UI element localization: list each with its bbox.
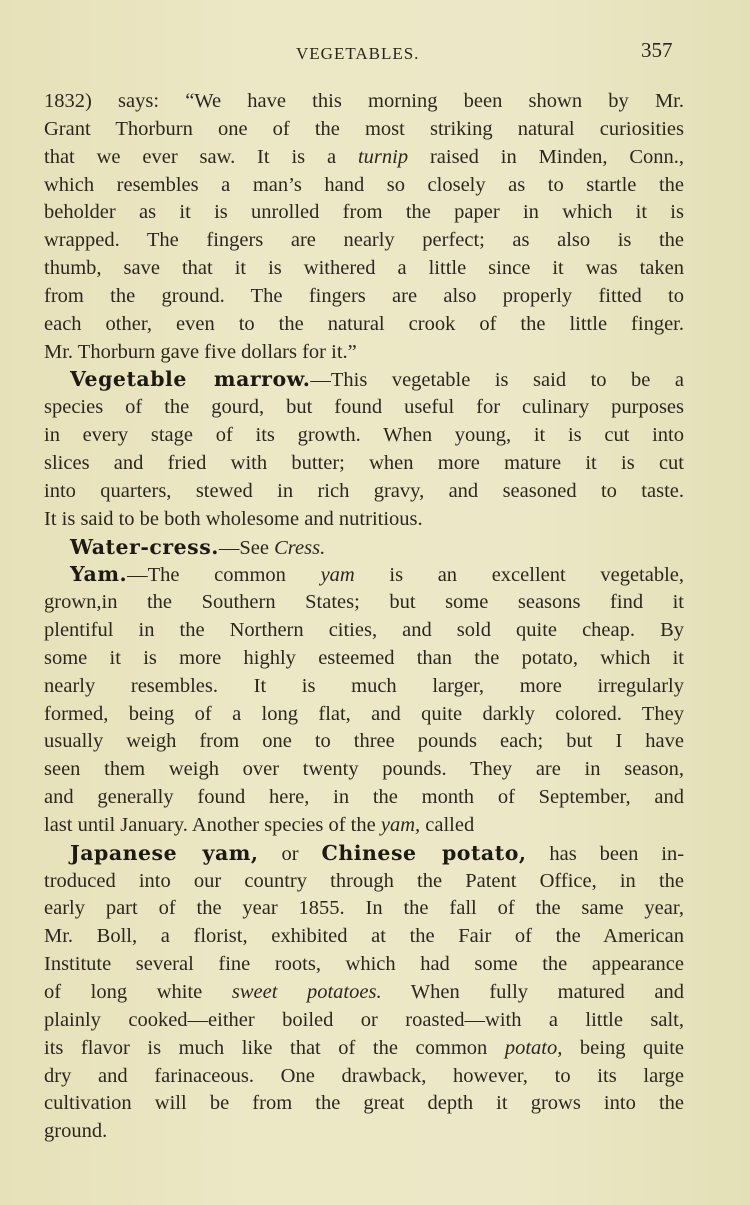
italic-term: yam, (380, 813, 421, 836)
italic-term: yam (320, 564, 355, 587)
text-line (44, 450, 684, 478)
running-head (0, 38, 750, 68)
text-line (44, 617, 684, 645)
line-text: of long white (44, 981, 203, 1003)
line-text: called (425, 813, 475, 836)
text-line (44, 1063, 684, 1091)
line-text: which resembles a man’s hand so closely as to startle the (44, 173, 684, 196)
text-line (44, 534, 684, 562)
text-line (44, 339, 684, 367)
line-text: plainly cooked—either boiled or roasted—with a little salt, (44, 1008, 684, 1031)
text-line (44, 673, 684, 701)
text-line (44, 506, 684, 534)
line-text: some it is more highly esteemed than the potato, which it (44, 646, 684, 669)
text-line (44, 589, 684, 617)
text-line (44, 840, 684, 868)
entry-heading-yam: Yam. (70, 562, 128, 587)
text-line (44, 144, 684, 172)
entry-heading-water-cress: Water-cress. (70, 534, 219, 559)
line-text: nearly resembles. It is much larger, more irregularly (44, 674, 684, 697)
italic-term: sweet potatoes. (231, 981, 382, 1003)
text-line (44, 923, 684, 951)
line-text: its flavor is much like that of the common (44, 1036, 488, 1059)
text-line (44, 812, 684, 840)
line-text: formed, being of a long flat, and quite darkly colored. They (44, 702, 684, 725)
line-text: is an excellent vegetable, (389, 564, 685, 587)
line-text: species of the gourd, but found useful for culinary purposes (44, 396, 684, 419)
text-line (44, 951, 684, 979)
line-text: —This vegetable is said to be a (310, 369, 684, 392)
text-line (44, 701, 684, 729)
text-line (44, 1118, 684, 1146)
text-line (44, 1007, 684, 1035)
text-line (44, 283, 684, 311)
italic-term: Cress. (274, 536, 326, 559)
line-text: cultivation will be from the great depth it grows into the (44, 1092, 684, 1115)
entry-heading-japanese-yam: Japanese yam, (70, 840, 259, 865)
text-line (44, 88, 684, 116)
line-text: into quarters, stewed in rich gravy, and seasoned to taste. (44, 479, 684, 502)
line-text: ground. (44, 1120, 108, 1143)
italic-term: potato, (504, 1036, 563, 1059)
text-line (44, 366, 684, 394)
line-text: has been in- (549, 842, 685, 865)
text-line (44, 784, 684, 812)
line-text: Grant Thorburn one of the most striking natural curiosities (44, 117, 684, 140)
line-text: When fully matured and (410, 981, 684, 1003)
text-line (44, 756, 684, 784)
line-text: grown,in the Southern States; but some seasons find it (44, 591, 684, 614)
line-text: troduced into our country through the Patent Office, in the (44, 869, 684, 892)
line-text: in every stage of its growth. When young, it is cut into (44, 424, 684, 447)
line-text: last until January. Another species of the (44, 813, 376, 836)
line-text: Mr. Thorburn gave five dollars for it.” (44, 340, 357, 363)
text-line (44, 561, 684, 589)
line-text: that we ever saw. It is a (44, 145, 337, 168)
entry-heading-chinese-potato: Chinese potato, (321, 840, 527, 865)
page-number: 357 (641, 38, 673, 62)
line-text: 1832) says: “We have this morning been shown by Mr. (44, 90, 684, 112)
text-line (44, 311, 684, 339)
text-line (44, 199, 684, 227)
text-line (44, 227, 684, 255)
line-text: from the ground. The fingers are also properly fitted to (44, 284, 684, 307)
text-line (44, 979, 684, 1007)
line-text: each other, even to the natural crook of the little finger. (44, 312, 684, 335)
text-line (44, 868, 684, 896)
line-text: being quite (579, 1036, 685, 1059)
line-text: thumb, save that it is withered a little since it was taken (44, 257, 684, 280)
line-text: —See (218, 536, 269, 559)
line-text: —The common (127, 564, 286, 587)
text-line (44, 645, 684, 673)
line-text: seen them weigh over twenty pounds. They are in season, (44, 758, 684, 781)
text-line (44, 728, 684, 756)
line-text: and generally found here, in the month of September, and (44, 786, 684, 809)
line-text: slices and fried with butter; when more mature it is cut (44, 451, 684, 474)
line-text: plentiful in the Northern cities, and sold quite cheap. By (44, 619, 684, 642)
line-text: raised in Minden, Conn., (429, 145, 685, 168)
line-text: It is said to be both wholesome and nutritious. (44, 507, 423, 530)
text-line (44, 895, 684, 923)
text-line (44, 394, 684, 422)
line-text: usually weigh from one to three pounds each; but I have (44, 730, 684, 753)
text-line (44, 116, 684, 144)
running-title: VEGETABLES. (296, 44, 420, 63)
line-text: early part of the year 1855. In the fall of the same year, (44, 897, 684, 920)
line-text: Mr. Boll, a florist, exhibited at the Fair of the American (44, 925, 684, 948)
line-text: or (281, 842, 299, 865)
line-text: dry and farinaceous. One drawback, however, to its large (44, 1064, 684, 1087)
line-text: Institute several fine roots, which had some the appearance (44, 953, 684, 976)
text-line (44, 478, 684, 506)
line-text: beholder as it is unrolled from the paper in which it is (44, 201, 684, 224)
body-text (44, 88, 684, 1146)
text-line (44, 1035, 684, 1063)
text-line (44, 422, 684, 450)
italic-term: turnip (357, 145, 409, 168)
text-line (44, 1090, 684, 1118)
text-line (44, 172, 684, 200)
text-line (44, 255, 684, 283)
entry-heading-vegetable-marrow: Vegetable marrow. (70, 367, 311, 392)
line-text: wrapped. The fingers are nearly perfect; as also is the (44, 229, 684, 252)
